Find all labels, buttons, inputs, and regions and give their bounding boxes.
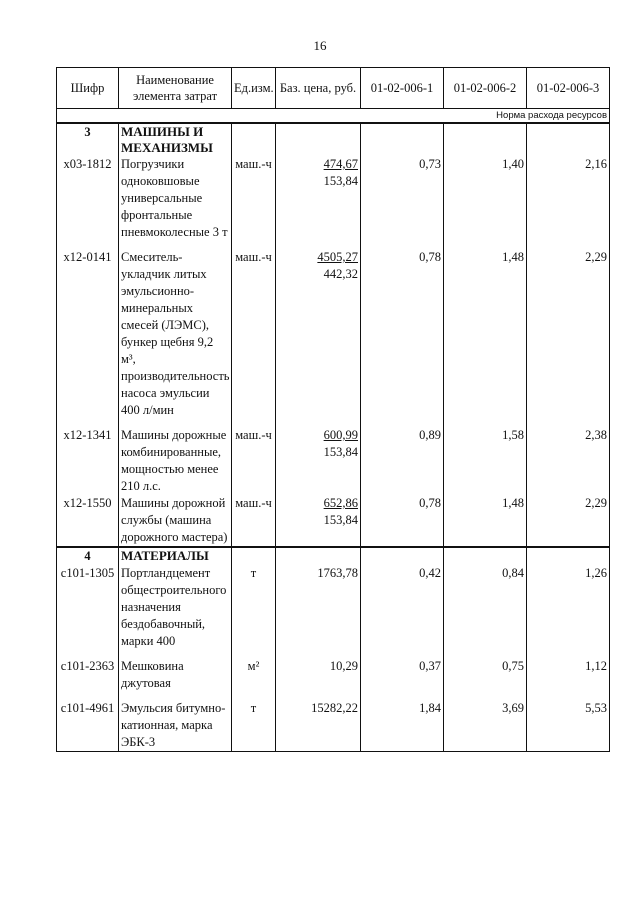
row-price: 10,29: [276, 658, 361, 692]
row-value-3: 2,29: [527, 495, 610, 547]
row-value-3: 1,26: [527, 565, 610, 650]
row-price: 1763,78: [276, 565, 361, 650]
row-value-3: 5,53: [527, 700, 610, 752]
row-value-2: 1,40: [444, 156, 527, 241]
row-price: [276, 249, 361, 419]
page-number: 16: [313, 38, 327, 53]
price-wage: 153,84: [323, 445, 358, 459]
section-number: 3: [57, 123, 119, 156]
section-header: [57, 123, 610, 156]
row-price: [276, 427, 361, 495]
table-row: [57, 156, 610, 241]
row-value-1: 0,73: [361, 156, 444, 241]
row-code: с101-1305: [57, 565, 119, 650]
resource-norms-table: [56, 67, 610, 752]
price-wage: 153,84: [323, 513, 358, 527]
row-value-1: 0,89: [361, 427, 444, 495]
row-name: Машины дорожной службы (машина дорожного мастера): [119, 495, 232, 547]
row-name: Погрузчики одноковшовые универсальные фронтальные пневмоколесные 3 т: [119, 156, 232, 241]
row-unit: маш.-ч: [232, 249, 276, 419]
section-title: МАТЕРИАЛЫ: [119, 547, 232, 565]
row-value-2: 1,58: [444, 427, 527, 495]
price-base: 474,67: [323, 157, 358, 171]
row-name: Мешковина джутовая: [119, 658, 232, 692]
row-price: [276, 156, 361, 241]
price-base: 4505,27: [317, 250, 358, 264]
table-row: [57, 700, 610, 752]
section-number: 4: [57, 547, 119, 565]
header-price: Баз. цена, руб.: [276, 68, 361, 109]
row-code: с101-2363: [57, 658, 119, 692]
row-value-1: 0,37: [361, 658, 444, 692]
header-col3: 01-02-006-3: [527, 68, 610, 109]
row-code: х12-1341: [57, 427, 119, 495]
row-code: х12-1550: [57, 495, 119, 547]
row-value-3: 2,38: [527, 427, 610, 495]
section-title: МАШИНЫ И МЕХАНИЗМЫ: [119, 123, 232, 156]
row-price: 15282,22: [276, 700, 361, 752]
row-unit: маш.-ч: [232, 495, 276, 547]
row-name: Эмульсия битумно-катионная, марка ЭБК-3: [119, 700, 232, 752]
row-price: [276, 495, 361, 547]
row-value-3: 2,16: [527, 156, 610, 241]
price-wage: 153,84: [323, 174, 358, 188]
row-unit: т: [232, 565, 276, 650]
header-unit: Ед.изм.: [232, 68, 276, 109]
row-name: Портландцемент общестроительного назначения бездобавочный, марки 400: [119, 565, 232, 650]
header-name: Наименование элемента затрат: [119, 68, 232, 109]
section-header: [57, 547, 610, 565]
price-base: 600,99: [323, 428, 358, 442]
row-value-1: 1,84: [361, 700, 444, 752]
row-value-2: 0,84: [444, 565, 527, 650]
row-value-2: 3,69: [444, 700, 527, 752]
row-value-1: 0,42: [361, 565, 444, 650]
row-value-3: 2,29: [527, 249, 610, 419]
row-name: Смеситель-укладчик литых эмульсионно-минеральных смесей (ЛЭМС), бункер щебня 9,2 м³, производительность насоса эмульсии 400 л/мин: [119, 249, 232, 419]
row-code: с101-4961: [57, 700, 119, 752]
row-name: Машины дорожные комбинированные, мощностью менее 210 л.с.: [119, 427, 232, 495]
row-code: х12-0141: [57, 249, 119, 419]
row-unit: маш.-ч: [232, 427, 276, 495]
table-row: [57, 249, 610, 419]
table-row: [57, 658, 610, 692]
header-col1: 01-02-006-1: [361, 68, 444, 109]
row-value-3: 1,12: [527, 658, 610, 692]
row-unit: м²: [232, 658, 276, 692]
row-value-1: 0,78: [361, 495, 444, 547]
row-code: х03-1812: [57, 156, 119, 241]
price-wage: 442,32: [323, 267, 358, 281]
table-row: [57, 495, 610, 547]
header-col2: 01-02-006-2: [444, 68, 527, 109]
row-unit: т: [232, 700, 276, 752]
header-code: Шифр: [57, 68, 119, 109]
subheader-label: Норма расхода ресурсов: [57, 109, 610, 124]
row-value-2: 1,48: [444, 249, 527, 419]
table-row: [57, 427, 610, 495]
row-unit: маш.-ч: [232, 156, 276, 241]
row-value-2: 1,48: [444, 495, 527, 547]
subheader-row: [57, 109, 610, 124]
row-value-2: 0,75: [444, 658, 527, 692]
header-row: [57, 68, 610, 109]
table-row: [57, 565, 610, 650]
row-value-1: 0,78: [361, 249, 444, 419]
price-base: 652,86: [323, 496, 358, 510]
